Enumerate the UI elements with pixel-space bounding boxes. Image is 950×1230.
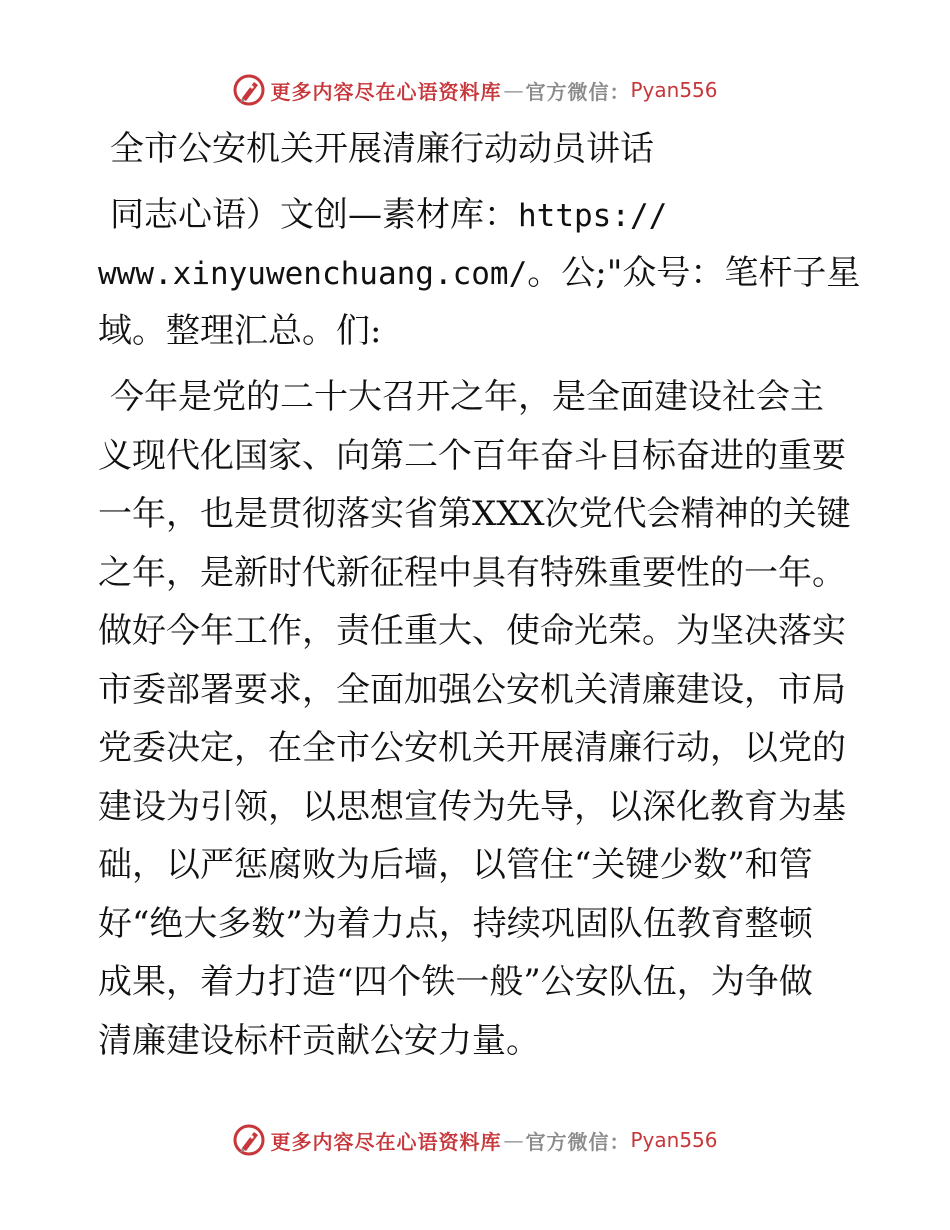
paragraph-line: 之年，是新时代新征程中具有特殊重要性的一年。 (98, 552, 846, 593)
document-title: 全市公安机关开展清廉行动动员讲话 (110, 129, 654, 169)
document-content (98, 120, 861, 1070)
paragraph-line: 清廉建设标杆贡献公安力量。 (98, 1020, 540, 1061)
pen-nib-logo-icon (232, 1123, 266, 1157)
intro-line-2 (98, 244, 861, 302)
paragraph-line: 成果，着力打造“四个铁一般”公安队伍，为争做 (98, 962, 813, 1002)
banner-slogan: 更多内容尽在心语资料库 (270, 79, 502, 104)
banner-wechat-id: Pyan556 (630, 78, 718, 102)
intro-source-label: 同志心语）文创—素材库： (110, 195, 518, 235)
paragraph-line: 市委部署要求，全面加强公安机关清廉建设，市局 (98, 669, 846, 710)
banner-wechat-label: 官方微信： (525, 79, 631, 104)
banner-dash: — (503, 1128, 524, 1152)
intro-line-1 (98, 186, 858, 244)
footer-banner (0, 1120, 950, 1160)
banner-slogan: 更多内容尽在心语资料库 (270, 1129, 502, 1154)
paragraph-line: 做好今年工作，责任重大、使命光荣。为坚决落实 (98, 611, 846, 651)
paragraph-line: 建设为引领，以思想宣传为先导，以深化教育为基 (98, 786, 846, 827)
banner-dash: — (503, 78, 524, 102)
intro-url-part-1: https:// (518, 198, 668, 234)
banner-wechat-id: Pyan556 (630, 1128, 718, 1152)
paragraph-line: 党委决定，在全市公安机关开展清廉行动，以党的 (98, 728, 846, 768)
paragraph-line: 今年是党的二十大召开之年，是全面建设社会主 (110, 377, 824, 417)
intro-wechat-text: 。公;"众号：笔杆子星 (527, 253, 861, 293)
paragraph-line: 好“绝大多数”为着力点，持续巩固队伍教育整顿 (98, 903, 813, 944)
paragraph-line: 义现代化国家、向第二个百年奋斗目标奋进的重要 (98, 435, 846, 476)
banner-content (232, 1123, 717, 1157)
header-banner (0, 70, 950, 110)
intro-line-3: 域。整理汇总。们: (98, 311, 382, 351)
paragraph-line: 础，以严惩腐败为后墙，以管住“关键少数”和管 (98, 845, 813, 885)
intro-url-part-2: www.xinyuwenchuang.com/ (98, 256, 528, 292)
paragraph-line: 一年，也是贯彻落实省第XXX次党代会精神的关键 (98, 494, 851, 534)
banner-wechat-label: 官方微信： (525, 1129, 631, 1154)
pen-nib-logo-icon (232, 73, 266, 107)
banner-content (232, 73, 717, 107)
